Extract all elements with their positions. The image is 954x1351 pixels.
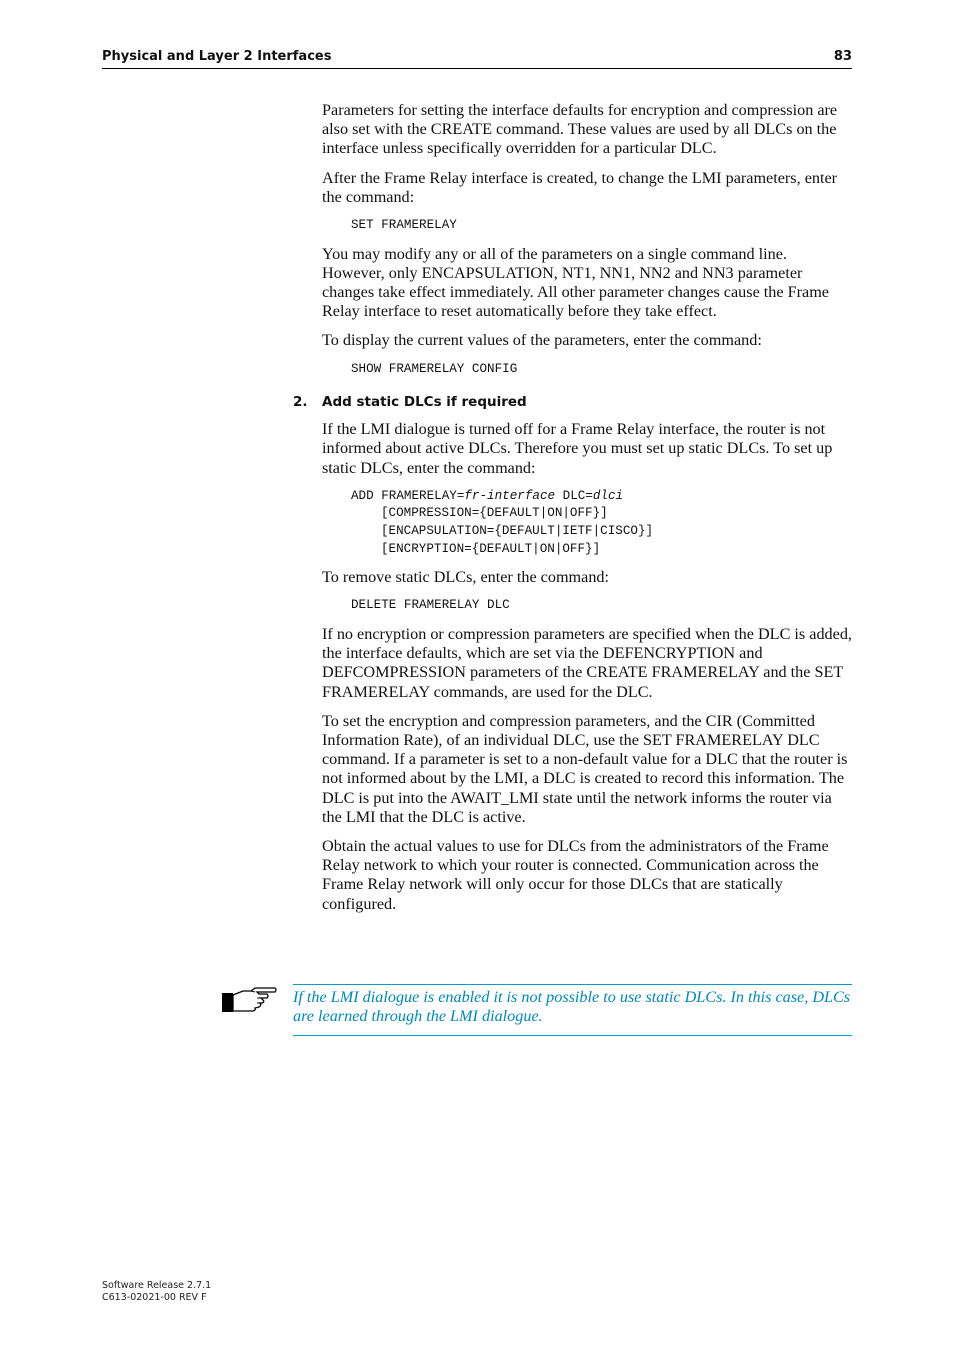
command-option: [ENCAPSULATION={DEFAULT|IETF|CISCO}]	[381, 524, 654, 539]
pointing-hand-icon	[221, 986, 277, 1014]
step-title: Add static DLCs if required	[322, 394, 527, 411]
paragraph: If the LMI dialogue is turned off for a Frame Relay interface, the router is not informed about active DLCs. Therefore you must set up static DLCs. To set up static DLCs, enter the command:	[322, 420, 833, 477]
page-number: 83	[833, 49, 852, 64]
command-option: [ENCRYPTION={DEFAULT|ON|OFF}]	[381, 541, 601, 556]
step-number: 2.	[293, 394, 308, 411]
paragraph: Obtain the actual values to use for DLCs from the administrators of the Frame Relay network to which your router is connected. Communication across the Frame Relay network will only occur for those DLCs that are statically configured.	[322, 837, 829, 913]
command-example: SET FRAMERELAY	[351, 218, 457, 233]
section-title: Physical and Layer 2 Interfaces	[102, 49, 332, 64]
command-example: DELETE FRAMERELAY DLC	[351, 598, 510, 613]
paragraph: To display the current values of the parameters, enter the command:	[322, 331, 762, 350]
paragraph: Parameters for setting the interface defaults for encryption and compression are also set with the CREATE command. These values are used by all DLCs on the interface unless specifically overridden for a particular DLC.	[322, 101, 838, 158]
paragraph: You may modify any or all of the parameters on a single command line. However, only ENCAPSULATION, NT1, NN1, NN2 and NN3 parameter changes take effect immediately. All other parameter changes cause the Frame Relay interface to reset automatically before they take effect.	[322, 244, 829, 321]
software-release: Software Release 2.7.1	[102, 1280, 212, 1291]
page-footer	[102, 1280, 211, 1304]
paragraph: To set the encryption and compression parameters, and the CIR (Committed Information Rate), of an individual DLC, use the SET FRAMERELAY DLC command. If a parameter is set to a non-default value for a DLC that the router is not informed about by the LMI, a DLC is created to record this information. The DLC is put into the AWAIT_LMI state until the network informs the router via the LMI that the DLC is active.	[322, 711, 848, 826]
page-header	[102, 48, 852, 69]
command-keyword: DLC=	[555, 488, 593, 503]
paragraph: If no encryption or compression parameters are specified when the DLC is added, the interface defaults, which are set via the DEFENCRYPTION and DEFCOMPRESSION parameters of the CREATE FRAMERELAY and the SET FRAMERELAY commands, are used for the DLC.	[322, 625, 852, 701]
command-keyword: ADD FRAMERELAY=	[351, 488, 465, 503]
step-heading	[293, 394, 852, 411]
command-variable: dlci	[592, 488, 624, 503]
command-example: SHOW FRAMERELAY CONFIG	[351, 361, 518, 376]
document-code: C613-02021-00 REV F	[102, 1292, 207, 1303]
command-syntax	[351, 488, 852, 558]
paragraph: After the Frame Relay interface is created, to change the LMI parameters, enter the command:	[322, 168, 838, 206]
command-variable: fr-interface	[464, 488, 556, 503]
note-text: If the LMI dialogue is enabled it is not possible to use static DLCs. In this case, DLCs are learned through the LMI dialogue.	[293, 988, 851, 1026]
note-box	[293, 984, 852, 1036]
command-option: [COMPRESSION={DEFAULT|ON|OFF}]	[381, 506, 608, 521]
body-text	[293, 101, 852, 924]
paragraph: To remove static DLCs, enter the command:	[322, 568, 610, 587]
